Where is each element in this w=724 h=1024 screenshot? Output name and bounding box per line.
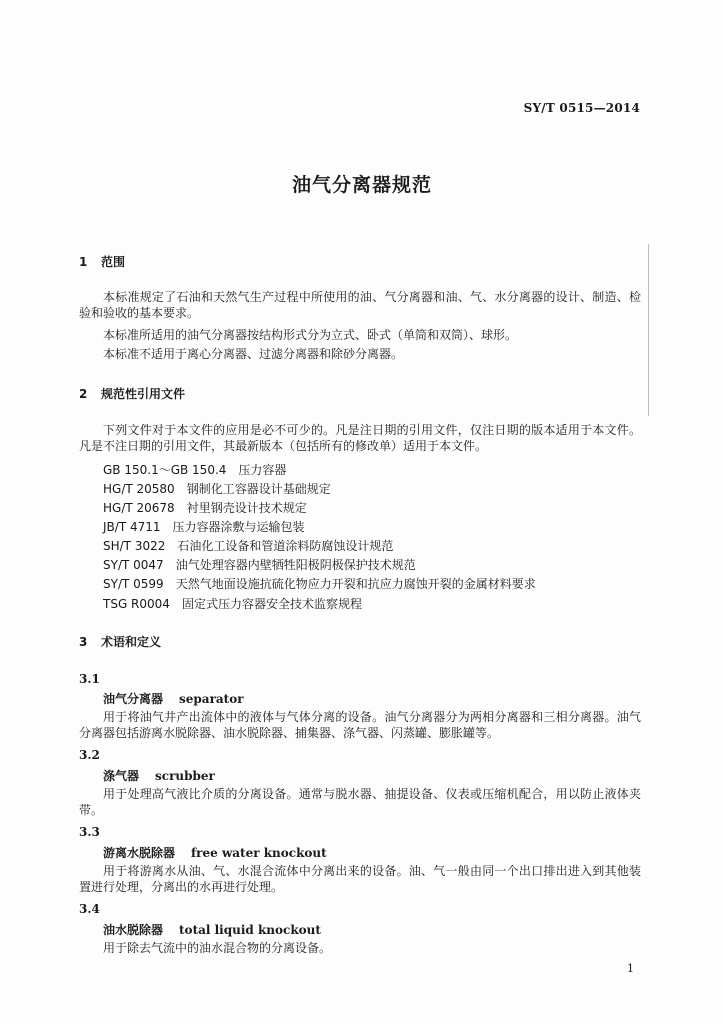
- section-title: 范围: [101, 255, 126, 269]
- reference-code: SY/T 0599: [103, 577, 164, 591]
- section-number: 1: [79, 255, 88, 269]
- section-number: 3: [79, 635, 88, 649]
- term-zh: 游离水脱除器: [103, 846, 176, 860]
- term-definition: 用于除去气流中的油水混合物的分离设备。: [103, 941, 332, 955]
- clause-number: 3.4: [79, 902, 100, 916]
- reference-title: 压力容器涂敷与运输包装: [172, 520, 305, 534]
- term-zh: 油气分离器: [103, 692, 164, 706]
- term-definition: 用于将游离水从油、气、水混合流体中分离出来的设备。油、气一般由同一个出口排出进入到其他装置进行处理，分离出的水再进行处理。: [79, 864, 641, 894]
- section-title: 规范性引用文件: [101, 387, 186, 401]
- document-title: 油气分离器规范: [291, 174, 432, 196]
- reference-title: 钢制化工容器设计基础规定: [186, 482, 331, 496]
- reference-title: 固定式压力容器安全技术监察规程: [181, 597, 362, 611]
- section-title: 术语和定义: [101, 635, 162, 649]
- term-zh: 油水脱除器: [103, 923, 164, 937]
- reference-code: TSG R0004: [103, 597, 170, 611]
- reference-item: [103, 499, 307, 516]
- reference-code: HG/T 20580: [103, 482, 175, 496]
- reference-item: [103, 595, 362, 612]
- clause-number: 3.2: [79, 748, 100, 762]
- scope-paragraph: 本标准所适用的油气分离器按结构形式分为立式、卧式（单筒和双筒）、球形。: [103, 328, 518, 342]
- reference-title: 衬里钢壳设计技术规定: [186, 501, 307, 515]
- section-number: 2: [79, 387, 88, 401]
- references-intro: 下列文件对于本文件的应用是必不可少的。凡是注日期的引用文件，仅注日期的版本适用于本文件。凡是不注日期的引用文件，其最新版本（包括所有的修改单）适用于本文件。: [79, 423, 641, 453]
- clause-number: 3.3: [79, 825, 100, 839]
- term-definition: 用于将油气井产出流体中的液体与气体分离的设备。油气分离器分为两相分离器和三相分离器。油气分离器包括游离水脱除器、油水脱除器、捕集器、涤气器、闪蒸罐、膨胀罐等。: [79, 710, 641, 740]
- term-en: separator: [179, 692, 244, 706]
- term-en: free water knockout: [191, 846, 327, 860]
- standard-number: SY/T 0515—2014: [523, 101, 640, 115]
- scan-edge-line: [648, 244, 649, 416]
- reference-code: SH/T 3022: [103, 539, 166, 553]
- term-zh: 涤气器: [103, 769, 140, 783]
- reference-title: 油气处理容器内壁牺牲阳极阴极保护技术规范: [175, 558, 416, 572]
- section-2-heading: [79, 385, 185, 402]
- reference-code: GB 150.1～GB 150.4: [103, 463, 227, 477]
- scope-paragraph: 本标准规定了石油和天然气生产过程中所使用的油、气分离器和油、气、水分离器的设计、制造、检验和验收的基本要求。: [79, 290, 641, 320]
- term-en: total liquid knockout: [179, 923, 321, 937]
- reference-code: SY/T 0047: [103, 558, 164, 572]
- term-definition: 用于处理高气液比介质的分离设备。通常与脱水器、抽提设备、仪表或压缩机配合，用以防止液体夹带。: [79, 787, 641, 817]
- reference-title: 石油化工设备和管道涂料防腐蚀设计规范: [177, 539, 394, 553]
- term-heading: [103, 690, 244, 707]
- clause-number: 3.1: [79, 672, 100, 686]
- reference-item: [103, 556, 416, 573]
- reference-item: [103, 480, 331, 497]
- page-number: 1: [627, 962, 634, 975]
- scope-paragraph: 本标准不适用于离心分离器、过滤分离器和除砂分离器。: [103, 347, 404, 361]
- reference-item: [103, 518, 305, 535]
- term-heading: [103, 767, 215, 784]
- reference-title: 压力容器: [238, 463, 287, 477]
- section-1-heading: [79, 253, 125, 270]
- term-heading: [103, 844, 327, 861]
- term-en: scrubber: [155, 769, 215, 783]
- reference-code: JB/T 4711: [103, 520, 161, 534]
- term-heading: [103, 921, 321, 938]
- reference-title: 天然气地面设施抗硫化物应力开裂和抗应力腐蚀开裂的金属材料要求: [175, 577, 536, 591]
- reference-code: HG/T 20678: [103, 501, 175, 515]
- reference-item: [103, 575, 536, 592]
- reference-item: [103, 537, 393, 554]
- section-3-heading: [79, 633, 161, 650]
- reference-item: [103, 461, 286, 478]
